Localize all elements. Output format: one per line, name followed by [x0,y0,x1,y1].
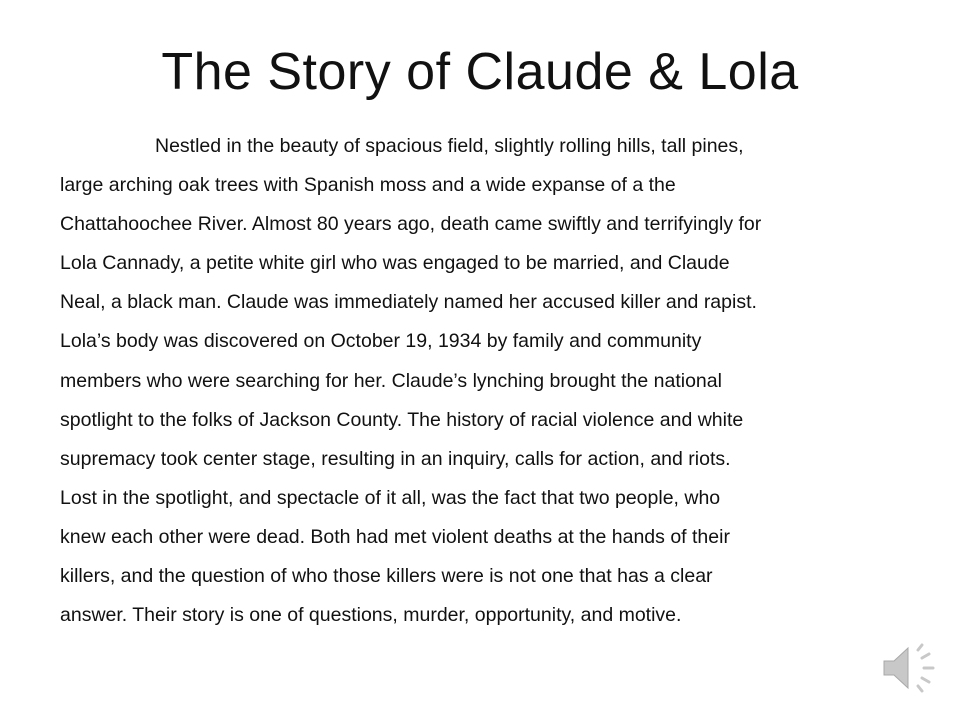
paragraph-line: large arching oak trees with Spanish moss and a wide expanse of a the [60,174,676,197]
paragraph-line: Lola’s body was discovered on October 19, 1934 by family and community [60,330,702,353]
paragraph-line: Lola Cannady, a petite white girl who was engaged to be married, and Claude [60,252,730,275]
slide-title: The Story of Claude & Lola [161,43,799,101]
paragraph-line: supremacy took center stage, resulting in an inquiry, calls for action, and riots. [60,447,731,470]
paragraph-line: members who were searching for her. Claude’s lynching brought the national [60,369,722,392]
paragraph-line: answer. Their story is one of questions, murder, opportunity, and motive. [60,604,682,627]
paragraph-line: spotlight to the folks of Jackson County. The history of racial violence and white [60,408,744,431]
story-paragraph [60,127,920,635]
speaker-icon[interactable] [880,640,940,696]
paragraph-line: Lost in the spotlight, and spectacle of it all, was the fact that two people, who [60,486,721,509]
paragraph-line: Neal, a black man. Claude was immediately named her accused killer and rapist. [60,291,757,314]
paragraph-line: knew each other were dead. Both had met violent deaths at the hands of their [60,525,730,548]
paragraph-line: killers, and the question of who those killers were is not one that has a clear [60,565,713,588]
paragraph-line: Chattahoochee River. Almost 80 years ago, death came swiftly and terrifyingly for [60,213,762,236]
paragraph-line: Nestled in the beauty of spacious field, slightly rolling hills, tall pines, [155,135,744,157]
